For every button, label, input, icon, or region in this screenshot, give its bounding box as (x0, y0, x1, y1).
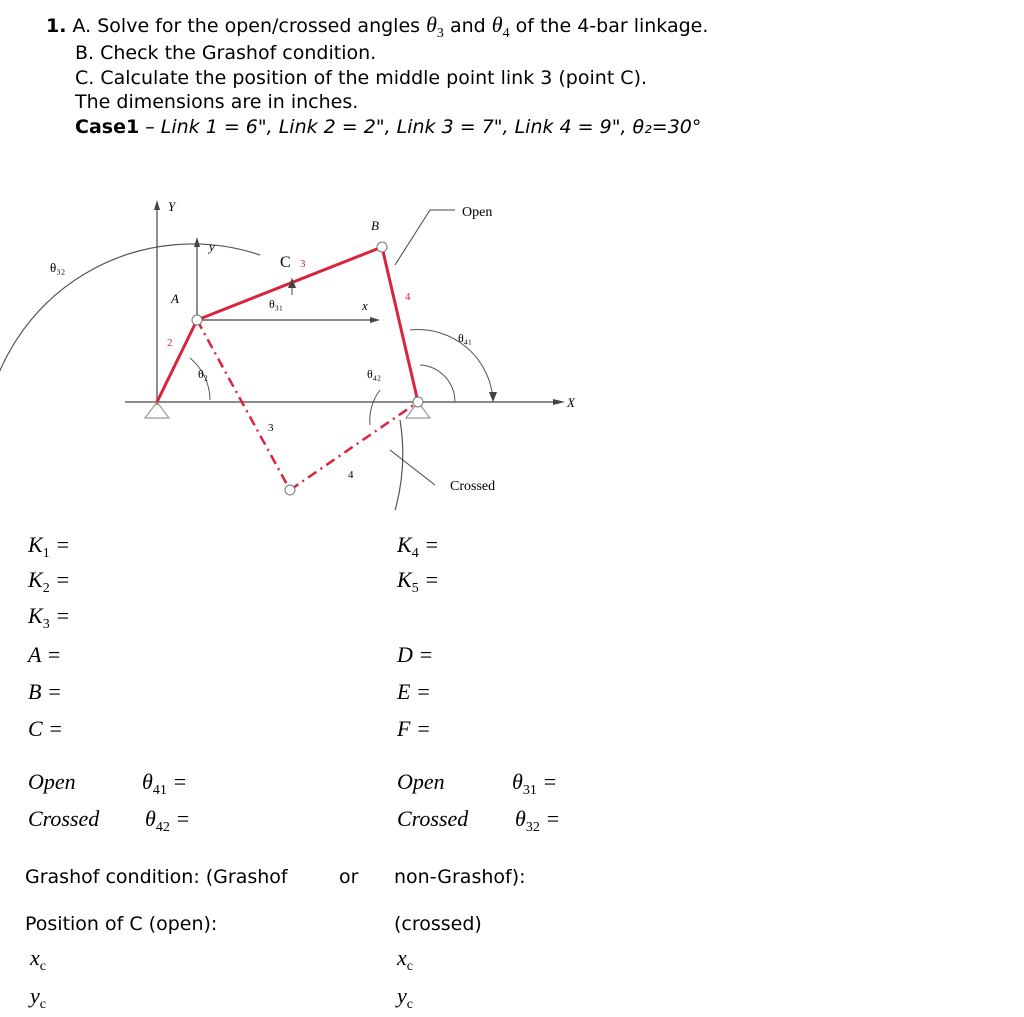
open-label: Open (462, 205, 493, 220)
theta32-label: θ₃₂ (50, 260, 66, 275)
theta32-field[interactable]: $\theta_{32}$ = (515, 806, 561, 835)
x-label: x (362, 298, 368, 313)
C-label: C (280, 254, 291, 271)
joint-A (192, 315, 202, 325)
C-field[interactable]: C = (28, 716, 64, 741)
theta41-label: θ₄₁ (458, 331, 473, 345)
position-open-label: Position of C (open): (25, 913, 218, 935)
B-field[interactable]: B = (28, 679, 62, 704)
joint-O4 (413, 397, 423, 407)
problem-case (75, 116, 701, 138)
link3-bottom-label: 3 (268, 422, 274, 434)
K1-field[interactable]: $K_1$ = (28, 532, 71, 561)
crossed-label-right: Crossed (397, 806, 469, 831)
K3-field[interactable]: $K_3$ = (28, 603, 71, 632)
problem-part-a: A. Solve for the open/crossed angles (72, 15, 421, 37)
joint-B-crossed (285, 485, 295, 495)
xc-open-field[interactable]: $x_c$ (30, 945, 46, 974)
K4-field[interactable]: $K_4$ = (397, 532, 440, 561)
crossed-label: Crossed (450, 479, 496, 494)
Y-label: Y (168, 199, 176, 214)
link4-top-label: 4 (405, 291, 411, 303)
link2-label: 2 (167, 337, 173, 349)
case-label: Case1 (75, 116, 140, 138)
theta42-label: θ₄₂ (367, 367, 382, 381)
open-label-left: Open (28, 769, 76, 794)
theta4-symbol: $\theta_4$ (491, 12, 510, 41)
theta42-arc (370, 390, 380, 425)
problem-line-4: The dimensions are in inches. (75, 91, 359, 113)
link4-bottom-label: 4 (348, 469, 354, 481)
link-4-crossed (290, 402, 418, 490)
grashof-non: non-Grashof): (394, 866, 526, 888)
F-field[interactable]: F = (397, 716, 431, 741)
grashof-or: or (339, 866, 359, 888)
theta42-field[interactable]: $\theta_{42}$ = (145, 806, 191, 835)
problem-line-1 (46, 12, 708, 42)
theta2-label: θ₂ (198, 367, 208, 381)
theta31-label: θ₃₁ (269, 297, 284, 311)
yc-crossed-field[interactable]: $y_c$ (397, 983, 413, 1012)
yc-open-field[interactable]: $y_c$ (30, 983, 46, 1012)
theta41-inner-arc (420, 365, 455, 402)
xc-crossed-field[interactable]: $x_c$ (397, 945, 413, 974)
theta31-field[interactable]: $\theta_{31}$ = (512, 769, 558, 798)
problem-part-a-end: of the 4-bar linkage. (515, 15, 709, 37)
problem-line-3: C. Calculate the position of the middle point link 3 (point C). (75, 67, 648, 89)
A-field[interactable]: A = (28, 642, 62, 667)
and-word: and (449, 15, 486, 37)
case-text: – Link 1 = 6", Link 2 = 2", Link 3 = 7", Link 4 = 9", θ₂=30° (139, 116, 702, 138)
link-4-open (382, 247, 418, 402)
theta41-arc (410, 330, 493, 402)
K2-field[interactable]: $K_2$ = (28, 567, 71, 596)
B-label: B (371, 218, 379, 233)
theta3-symbol: $\theta_3$ (426, 12, 444, 41)
linkage-diagram (0, 160, 620, 510)
problem-number: 1. (46, 15, 67, 37)
y-label: y (209, 239, 215, 254)
link-2 (157, 320, 197, 402)
crossed-leader (390, 450, 435, 485)
grashof-label: Grashof condition: (Grashof (25, 866, 288, 888)
open-label-right: Open (397, 769, 445, 794)
position-crossed-label: (crossed) (394, 913, 482, 935)
crossed-label-left: Crossed (28, 806, 100, 831)
open-leader (395, 210, 430, 265)
D-field[interactable]: D = (397, 642, 434, 667)
problem-line-2: B. Check the Grashof condition. (75, 42, 377, 64)
X-label: X (567, 395, 575, 410)
joint-B (377, 242, 387, 252)
K5-field[interactable]: $K_5$ = (397, 567, 440, 596)
theta41-field[interactable]: $\theta_{41}$ = (142, 769, 188, 798)
link3-top-label: 3 (300, 258, 306, 270)
link-3-crossed (197, 320, 290, 490)
A-label: A (171, 291, 179, 306)
E-field[interactable]: E = (397, 679, 431, 704)
